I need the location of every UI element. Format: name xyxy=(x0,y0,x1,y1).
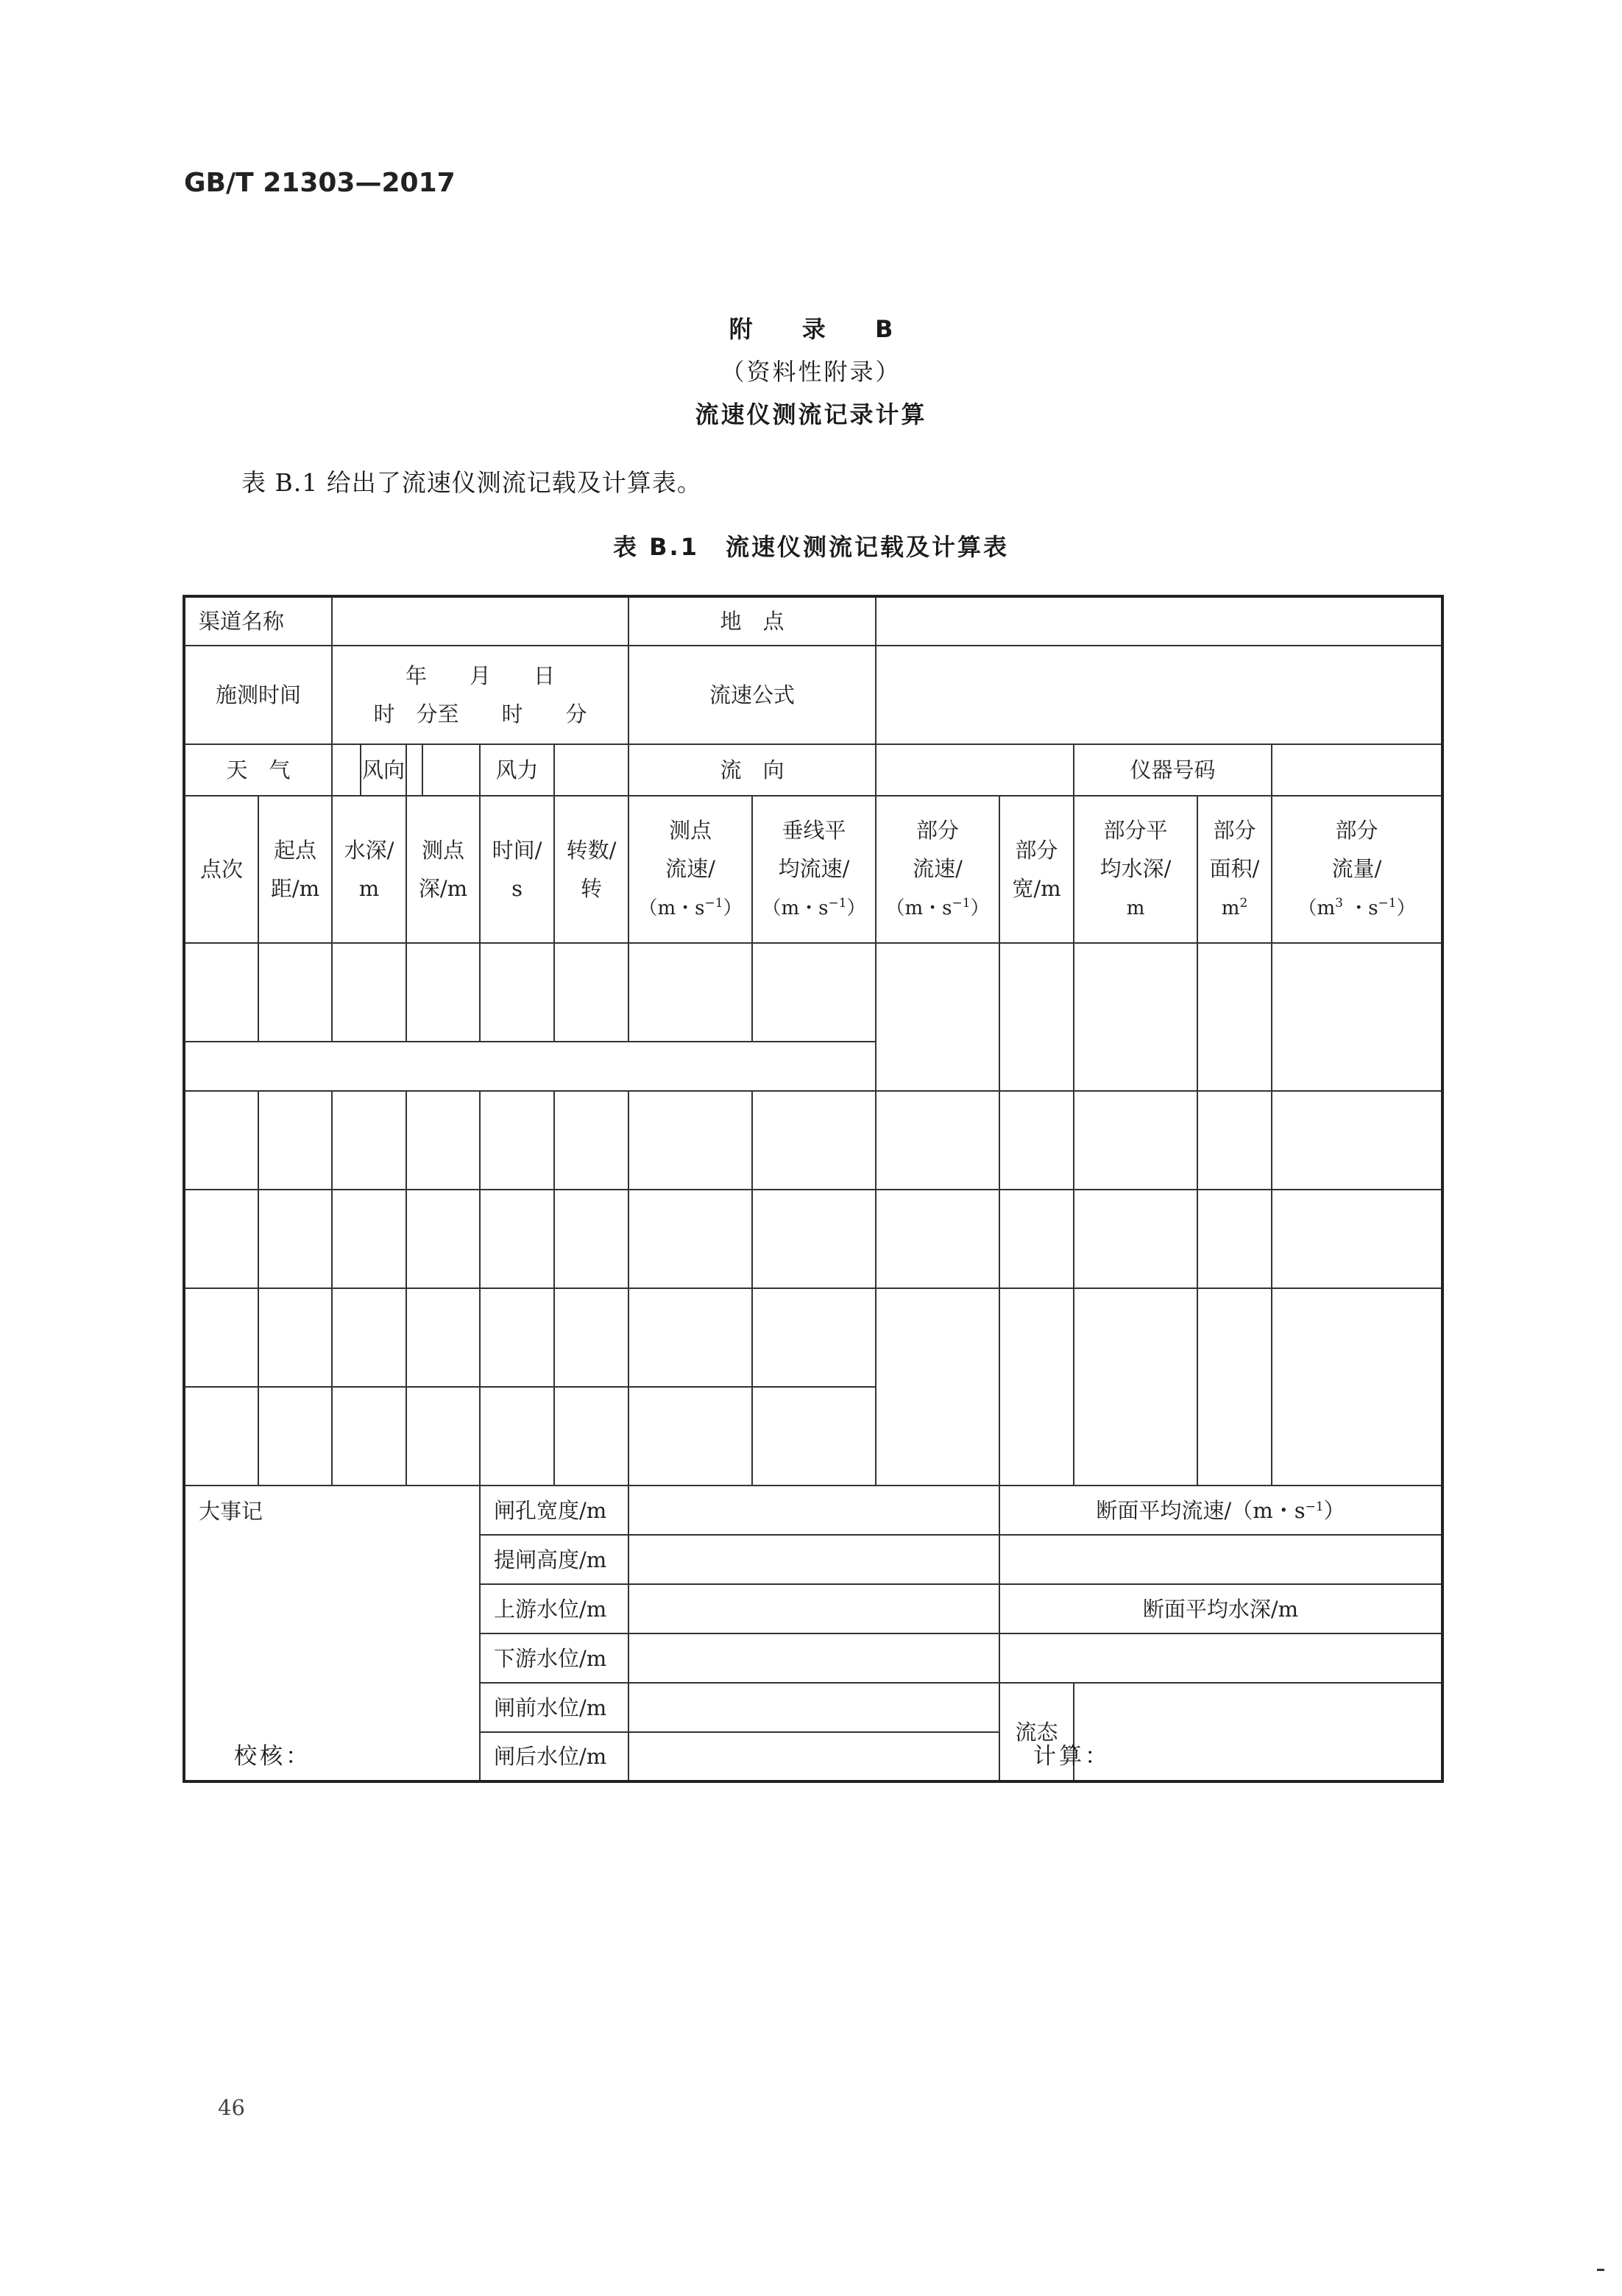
cell[interactable] xyxy=(1197,943,1272,1091)
cell[interactable] xyxy=(876,1288,999,1486)
cell[interactable] xyxy=(258,1091,332,1190)
cell[interactable] xyxy=(628,943,752,1042)
col-water-depth-line1: 水深/ xyxy=(344,838,394,863)
cell[interactable] xyxy=(752,1091,876,1190)
flow-state-label: 流态 xyxy=(999,1683,1074,1781)
cell[interactable] xyxy=(184,1190,258,1288)
location-value[interactable] xyxy=(876,596,1442,646)
table-row xyxy=(184,1288,1442,1338)
cell[interactable] xyxy=(752,1387,876,1486)
cell[interactable] xyxy=(480,943,554,1042)
time-line: 时 分至 时 分 xyxy=(373,702,587,727)
col-partial-depth-line1: 部分平 xyxy=(1103,818,1168,843)
cell[interactable] xyxy=(554,1288,628,1387)
wind-direction-value-cell xyxy=(406,744,480,796)
col-vertical-mean-line2: 均流速/ xyxy=(778,856,850,881)
cell[interactable] xyxy=(628,1091,752,1190)
flow-state-value[interactable] xyxy=(1074,1683,1442,1781)
cell[interactable] xyxy=(332,1387,406,1486)
cell[interactable] xyxy=(752,1288,876,1387)
col-revolutions-line2: 转 xyxy=(581,876,603,901)
table-row xyxy=(184,596,1442,646)
col-point-depth-line1: 测点 xyxy=(422,838,465,863)
cell[interactable] xyxy=(1074,1288,1197,1486)
col-time-line1: 时间/ xyxy=(492,838,542,863)
col-point-velocity xyxy=(628,796,752,943)
cell[interactable] xyxy=(406,1091,480,1190)
section-mean-depth-label: 断面平均水深/m xyxy=(999,1584,1442,1633)
pre-gate-level-label: 闸前水位/m xyxy=(480,1683,628,1732)
channel-name-label: 渠道名称 xyxy=(184,596,332,646)
cell[interactable] xyxy=(258,1288,332,1387)
flow-record-table xyxy=(183,595,1444,1783)
table-caption xyxy=(0,529,1622,562)
col-revolutions xyxy=(554,796,628,943)
cell[interactable] xyxy=(999,1190,1074,1288)
cell[interactable] xyxy=(1197,1091,1272,1190)
cell[interactable] xyxy=(480,1288,554,1387)
date-line: 年 月 日 xyxy=(406,663,556,688)
col-point-depth xyxy=(406,796,480,943)
col-water-depth xyxy=(332,796,406,943)
cell[interactable] xyxy=(258,943,332,1042)
cell[interactable] xyxy=(1197,1288,1272,1486)
wind-direction-value[interactable] xyxy=(422,745,479,795)
cell[interactable] xyxy=(184,943,258,1042)
cell[interactable] xyxy=(332,943,406,1042)
cell[interactable] xyxy=(1074,1190,1197,1288)
upstream-level-value[interactable] xyxy=(628,1584,999,1633)
col-time-line2: s xyxy=(511,876,523,901)
col-vertical-mean-velocity xyxy=(752,796,876,943)
cell[interactable] xyxy=(1074,1091,1197,1190)
col-partial-velocity-line1: 部分 xyxy=(916,818,960,843)
velocity-unit: （m・$s^{-1}$） xyxy=(762,896,866,919)
col-partial-width-line2: 宽/m xyxy=(1012,876,1061,901)
col-partial-depth-line3: m xyxy=(1126,897,1145,919)
standard-code: GB/T 21303—2017 xyxy=(184,168,456,198)
downstream-level-label: 下游水位/m xyxy=(480,1633,628,1683)
table-row xyxy=(184,1190,1442,1239)
flow-unit: （$m^3$ ・$s^{-1}$） xyxy=(1297,896,1416,919)
channel-name-value[interactable] xyxy=(332,596,628,646)
cell[interactable] xyxy=(628,1387,752,1486)
col-partial-area xyxy=(1197,796,1272,943)
page-number: 46 xyxy=(218,2095,245,2120)
measure-time-label: 施测时间 xyxy=(184,646,332,744)
col-start-distance xyxy=(258,796,332,943)
flow-direction-label: 流 向 xyxy=(628,744,876,796)
velocity-formula-label: 流速公式 xyxy=(628,646,876,744)
table-row xyxy=(184,744,1442,796)
cell[interactable] xyxy=(554,1190,628,1288)
gate-width-value[interactable] xyxy=(628,1486,999,1535)
cell[interactable] xyxy=(752,1190,876,1288)
section-mean-depth-value[interactable] xyxy=(999,1633,1442,1683)
corner-mark xyxy=(1597,2269,1604,2271)
weather-value[interactable] xyxy=(333,745,361,795)
appendix-name: 流速仪测流记录计算 xyxy=(695,400,927,428)
col-partial-mean-depth xyxy=(1074,796,1197,943)
weather-value-cell xyxy=(332,744,406,796)
cell[interactable] xyxy=(406,943,480,1042)
cell[interactable] xyxy=(876,1091,999,1190)
column-header-row xyxy=(184,796,1442,943)
gate-lift-label: 提闸高度/m xyxy=(480,1535,628,1584)
cell[interactable] xyxy=(480,1091,554,1190)
cell[interactable] xyxy=(554,1387,628,1486)
wind-force-label: 风力 xyxy=(480,744,554,796)
col-partial-width-line1: 部分 xyxy=(1015,838,1058,863)
intro-paragraph: 表 B.1 给出了流速仪测流记载及计算表。 xyxy=(241,468,702,497)
col-partial-width xyxy=(999,796,1074,943)
velocity-formula-value[interactable] xyxy=(876,646,1442,744)
cell[interactable] xyxy=(1197,1190,1272,1288)
col-partial-area-line2: 面积/ xyxy=(1209,856,1260,881)
appendix-heading xyxy=(0,308,1622,436)
table-row xyxy=(184,943,1442,1042)
velocity-unit: （m・$s^{-1}$） xyxy=(885,896,990,919)
cell[interactable] xyxy=(1074,943,1197,1091)
wind-direction-spacer xyxy=(407,745,422,795)
cell[interactable] xyxy=(332,1288,406,1387)
memo-cell[interactable] xyxy=(184,1486,480,1781)
downstream-level-value[interactable] xyxy=(628,1633,999,1683)
location-label: 地 点 xyxy=(628,596,876,646)
col-partial-depth-line2: 均水深/ xyxy=(1099,856,1172,881)
table-caption-title: 流速仪测流记载及计算表 xyxy=(725,533,1009,561)
col-point-depth-line2: 深/m xyxy=(418,876,468,901)
col-time xyxy=(480,796,554,943)
post-gate-level-label: 闸后水位/m xyxy=(480,1732,628,1781)
cell[interactable] xyxy=(406,1190,480,1288)
col-point-no: 点次 xyxy=(184,796,258,943)
measure-time-value[interactable] xyxy=(332,646,628,744)
appendix-subtitle: （资料性附录） xyxy=(720,358,902,386)
col-water-depth-line2: m xyxy=(358,876,380,901)
col-partial-area-line1: 部分 xyxy=(1213,818,1256,843)
col-vertical-mean-line1: 垂线平 xyxy=(782,818,846,843)
appendix-title: 附 录 B xyxy=(729,315,914,343)
cell[interactable] xyxy=(1272,1288,1442,1486)
instrument-no-value[interactable] xyxy=(1272,744,1442,796)
cell[interactable] xyxy=(406,1288,480,1387)
flow-direction-value[interactable] xyxy=(876,744,1074,796)
col-point-velocity-line1: 测点 xyxy=(669,818,712,843)
reviewer-label: 校核： xyxy=(234,1743,311,1770)
cell[interactable] xyxy=(480,1190,554,1288)
col-partial-flow-line2: 流量/ xyxy=(1331,856,1382,881)
col-revolutions-line1: 转数/ xyxy=(566,838,617,863)
pre-gate-level-value[interactable] xyxy=(628,1683,999,1732)
cell[interactable] xyxy=(184,1091,258,1190)
cell[interactable] xyxy=(258,1387,332,1486)
table-caption-label: 表 B.1 xyxy=(613,533,699,561)
col-partial-velocity xyxy=(876,796,999,943)
cell[interactable] xyxy=(554,943,628,1042)
wind-force-value[interactable] xyxy=(554,744,628,796)
col-partial-velocity-line2: 流速/ xyxy=(913,856,963,881)
cell[interactable] xyxy=(480,1387,554,1486)
cell[interactable] xyxy=(1272,1190,1442,1288)
table-row xyxy=(184,1091,1442,1140)
cell[interactable] xyxy=(1272,1091,1442,1190)
cell[interactable] xyxy=(876,1190,999,1288)
area-unit: $m^2$ xyxy=(1221,896,1248,919)
calculator-label: 计算： xyxy=(1033,1743,1111,1770)
gate-lift-value[interactable] xyxy=(628,1535,999,1584)
col-partial-flow-line1: 部分 xyxy=(1335,818,1378,843)
cell[interactable] xyxy=(406,1387,480,1486)
table-row xyxy=(184,1486,1442,1535)
section-mean-velocity-value[interactable] xyxy=(999,1535,1442,1584)
wind-direction-label: 风向 xyxy=(362,757,406,783)
cell[interactable] xyxy=(1272,943,1442,1091)
col-partial-flow xyxy=(1272,796,1442,943)
cell[interactable] xyxy=(999,943,1074,1091)
col-start-distance-line1: 起点 xyxy=(274,838,317,863)
memo-label: 大事记 xyxy=(199,1499,263,1524)
post-gate-level-value[interactable] xyxy=(628,1732,999,1781)
cell[interactable] xyxy=(628,1288,752,1387)
cell[interactable] xyxy=(184,1288,258,1387)
col-start-distance-line2: 距/m xyxy=(270,876,320,901)
cell[interactable] xyxy=(332,1190,406,1288)
velocity-unit: （m・$s^{-1}$） xyxy=(638,896,743,919)
col-point-velocity-line2: 流速/ xyxy=(665,856,715,881)
cell[interactable] xyxy=(628,1190,752,1288)
table-row xyxy=(184,646,1442,744)
cell[interactable] xyxy=(554,1091,628,1190)
cell[interactable] xyxy=(258,1190,332,1288)
gate-width-label: 闸孔宽度/m xyxy=(480,1486,628,1535)
cell[interactable] xyxy=(999,1091,1074,1190)
section-mean-velocity-label: 断面平均流速/（m・$s^{-1}$） xyxy=(999,1486,1442,1535)
instrument-no-label: 仪器号码 xyxy=(1074,744,1272,796)
cell[interactable] xyxy=(184,1387,258,1486)
upstream-level-label: 上游水位/m xyxy=(480,1584,628,1633)
cell[interactable] xyxy=(876,943,999,1091)
cell[interactable] xyxy=(999,1288,1074,1486)
cell[interactable] xyxy=(332,1091,406,1190)
weather-label: 天 气 xyxy=(184,744,332,796)
cell[interactable] xyxy=(752,943,876,1042)
